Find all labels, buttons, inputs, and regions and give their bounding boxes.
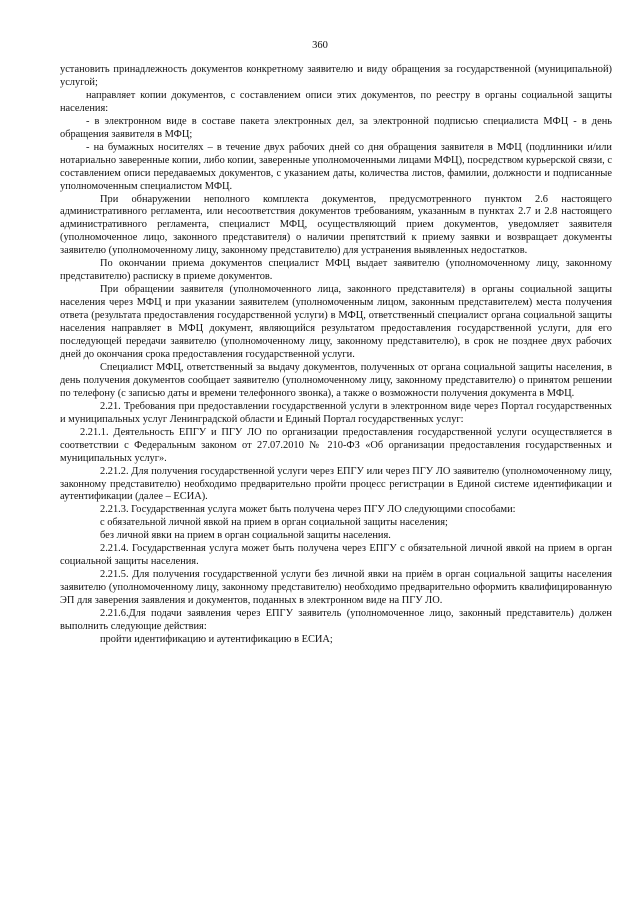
paragraph-send-copies: направляет копии документов, с составлением описи этих документов, по реестру в органы социальной защиты населения: [60, 89, 612, 114]
document-body [60, 64, 612, 647]
paragraph-paper-form: - на бумажных носителях – в течение двух рабочих дней со дня обращения заявителя в МФЦ (подлинники и/или нотариально заверенные копии, либо копии, заверенные уполномоченными лицами МФЦ), посредством курьерской связи, с составлением описи передаваемых документов, с указанием даты, количества листов, фамилии, должности и подписанные уполномоченным специалистом МФЦ. [60, 141, 612, 192]
paragraph-section-2-21-2: 2.21.2. Для получения государственной услуги через ЕПГУ или через ПГУ ЛО заявителю (уполномоченному лицу, законному представителю) необходимо предварительно пройти процесс регистрации в Единой системе идентификации и аутентификации (далее – ЕСИА). [60, 465, 612, 503]
paragraph-section-2-21: 2.21. Требования при предоставлении государственной услуги в электронном виде через Портал государственных и муниципальных услуг Ленинградской области и Единый Портал государственных услуг: [60, 400, 612, 425]
paragraph-without-personal-visit: без личной явки на прием в орган социальной защиты населения. [100, 530, 391, 542]
paragraph-esia-step: пройти идентификацию и аутентификацию в ЕСИА; [100, 633, 333, 645]
paragraph-section-2-21-5: 2.21.5. Для получения государственной услуги без личной явки на приём в орган социальной защиты населения заявителю (уполномоченному лицу, законному представителю) необходимо предварительно оформить квалифицированную ЭП для заверения заявления и документов, поданных в электронном виде на ПГУ ЛО. [60, 569, 612, 607]
paragraph-result-via-mfc: При обращении заявителя (уполномоченного лица, законного представителя) в органы социальной защиты населения через МФЦ и при указании заявителем (уполномоченным лицом, законным представителем) места получения ответа (результата предоставления государственной услуги) в МФЦ, ответственный специалист органа социальной защиты населения направляет в МФЦ документ, являющийся результатом предоставления государственной услуги, для его последующей передачи заявителю (уполномоченному лицу, законному представителю), в срок не позднее двух рабочих дней до окончания срока предоставления государственной услуги. [60, 284, 612, 360]
page-number: 360 [312, 40, 328, 51]
paragraph-section-2-21-4: 2.21.4. Государственная услуга может быть получена через ЕПГУ с обязательной личной явкой на прием в орган социальной защиты населения. [60, 543, 612, 568]
paragraph-section-2-21-6: 2.21.6.Для подачи заявления через ЕПГУ заявитель (уполномоченное лицо, законный представитель) должен выполнить следующие действия: [60, 608, 612, 632]
paragraph-receipt: По окончании приема документов специалист МФЦ выдает заявителю (уполномоченному лицу, законному представителю) расписку в приеме документов. [60, 258, 612, 283]
paragraph-identify-applicant: установить принадлежность документов конкретному заявителю и виду обращения за государственной (муниципальной) услугой; [60, 64, 612, 88]
paragraph-section-2-21-1: 2.21.1. Деятельность ЕПГУ и ПГУ ЛО по организации предоставления государственной услуги осуществляется в соответствии с Федеральным законом от 27.07.2010 № 210-ФЗ «Об организации предоставления государственных и муниципальных услуг». [60, 426, 612, 464]
paragraph-section-2-21-3: 2.21.3. Государственная услуга может быть получена через ПГУ ЛО следующими способами: [100, 504, 516, 516]
paragraph-incomplete-documents: При обнаружении неполного комплекта документов, предусмотренного пунктом 2.6 настоящего административного регламента, или несоответствия документов требованиям, указанным в пунктах 2.7 и 2.8 настоящего административного регламента, специалист МФЦ, осуществляющий прием документов, уведомляет заявителя (уполномоченное лицо, законного представителя) о наличии препятствий к приему заявки и возвращает документы заявителю (уполномоченному лицу, законному представителю) для устранения выявленных недостатков. [60, 193, 612, 257]
paragraph-with-personal-visit: с обязательной личной явкой на прием в орган социальной защиты населения; [100, 517, 448, 529]
paragraph-notify-applicant: Специалист МФЦ, ответственный за выдачу документов, полученных от органа социальной защиты населения, в день получения документов сообщает заявителю (уполномоченному лицу, законному представителю) о принятом решении по телефону (с записью даты и времени телефонного звонка), а также о возможности получения документа в МФЦ. [60, 361, 612, 399]
paragraph-electronic-form: - в электронном виде в составе пакета электронных дел, за электронной подписью специалиста МФЦ - в день обращения заявителя в МФЦ; [60, 115, 612, 140]
